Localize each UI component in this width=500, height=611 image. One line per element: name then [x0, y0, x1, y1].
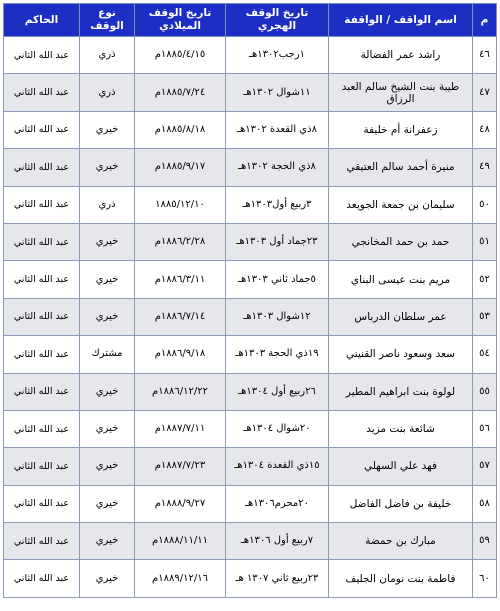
gregorian-date: ١٨٨٨/١١/١١م [135, 523, 226, 560]
hijri-date: ٣ربيع أول١٣٠٣هـ [226, 186, 329, 223]
endowment-type: خيري [80, 261, 135, 298]
endowment-type: مشترك [80, 336, 135, 373]
gregorian-date: ١٨٨٦/١٢/٢٢م [135, 373, 226, 410]
hijri-date: ٢٣ربيع ثاني ١٣٠٧ هـ [226, 560, 329, 597]
donor-name: سليمان بن جمعة الجويعد [329, 186, 473, 223]
ruler-name: عبد الله الثاني [4, 223, 80, 260]
gregorian-date: ١٨٨٥/٩/١٧م [135, 149, 226, 186]
donor-name: فاطمة بنت نومان الجليف [329, 560, 473, 597]
row-number: ٥٩ [473, 523, 497, 560]
endowment-type: خيري [80, 523, 135, 560]
endowment-type: خيري [80, 223, 135, 260]
row-number: ٤٨ [473, 111, 497, 148]
ruler-name: عبد الله الثاني [4, 560, 80, 597]
endowment-type: خيري [80, 410, 135, 447]
ruler-name: عبد الله الثاني [4, 523, 80, 560]
ruler-name: عبد الله الثاني [4, 186, 80, 223]
endowment-type: خيري [80, 373, 135, 410]
table-row [4, 336, 497, 373]
endowment-type: ذري [80, 37, 135, 74]
gregorian-date: ١٨٨٦/٧/١٤م [135, 298, 226, 335]
row-number: ٤٧ [473, 74, 497, 111]
hijri-date: ٧ربيع أول ١٣٠٦هـ [226, 523, 329, 560]
hijri-date: ١٩ذي الحجة ١٣٠٣هـ [226, 336, 329, 373]
ruler-name: عبد الله الثاني [4, 261, 80, 298]
ruler-name: عبد الله الثاني [4, 336, 80, 373]
endowment-type: ذري [80, 186, 135, 223]
hijri-date: ٥جماد ثاني ١٣٠٣هـ [226, 261, 329, 298]
row-number: ٥١ [473, 223, 497, 260]
donor-name: راشد عمر الفضالة [329, 37, 473, 74]
gregorian-date: ١٨٨٨/٩/٢٧م [135, 485, 226, 522]
ruler-name: عبد الله الثاني [4, 111, 80, 148]
hijri-date: ١٢شوال ١٣٠٣هـ [226, 298, 329, 335]
table-row [4, 373, 497, 410]
gregorian-date: ١٨٨٦/٩/١٨م [135, 336, 226, 373]
ruler-name: عبد الله الثاني [4, 485, 80, 522]
hijri-date: ٨ذي الحجة ١٣٠٢هـ [226, 149, 329, 186]
ruler-name: عبد الله الثاني [4, 74, 80, 111]
header-num: م [473, 4, 497, 37]
header-gregorian-date: تاريخ الوقف الميلادي [135, 4, 226, 37]
gregorian-date: ١٨٨٦/٣/١١م [135, 261, 226, 298]
header-name: اسم الواقف / الواقفة [329, 4, 473, 37]
row-number: ٥٠ [473, 186, 497, 223]
hijri-date: ٢٠شوال ١٣٠٤هـ [226, 410, 329, 447]
endowment-type: خيري [80, 111, 135, 148]
row-number: ٥٢ [473, 261, 497, 298]
table-row [4, 485, 497, 522]
table-row [4, 149, 497, 186]
endowment-type: خيري [80, 560, 135, 597]
header-hijri-date: تاريخ الوقف الهجري [226, 4, 329, 37]
gregorian-date: ١٨٨٩/١٢/١٦م [135, 560, 226, 597]
table-row [4, 223, 497, 260]
endowment-type: خيري [80, 485, 135, 522]
gregorian-date: ١٨٨٧/٧/١١م [135, 410, 226, 447]
ruler-name: عبد الله الثاني [4, 410, 80, 447]
table-header-row [4, 4, 497, 37]
table-row [4, 37, 497, 74]
row-number: ٥٧ [473, 448, 497, 485]
hijri-date: ١رجب١٣٠٢هـ [226, 37, 329, 74]
row-number: ٥٦ [473, 410, 497, 447]
row-number: ٤٦ [473, 37, 497, 74]
donor-name: زعفرانة أم خليفة [329, 111, 473, 148]
ruler-name: عبد الله الثاني [4, 37, 80, 74]
ruler-name: عبد الله الثاني [4, 149, 80, 186]
donor-name: فهد علي السهلي [329, 448, 473, 485]
endowments-table [3, 3, 497, 598]
gregorian-date: ١٨٨٥/٨/١٨م [135, 111, 226, 148]
gregorian-date: ١٨٨٥/٧/٢٤م [135, 74, 226, 111]
row-number: ٦٠ [473, 560, 497, 597]
endowment-type: ذري [80, 74, 135, 111]
donor-name: خليفة بن فاضل الفاضل [329, 485, 473, 522]
donor-name: مريم بنت عيسى البناي [329, 261, 473, 298]
donor-name: لولوة بنت ابراهيم المطير [329, 373, 473, 410]
hijri-date: ٨ذي القعدة ١٣٠٢هـ [226, 111, 329, 148]
row-number: ٥٣ [473, 298, 497, 335]
ruler-name: عبد الله الثاني [4, 373, 80, 410]
gregorian-date: ١٨٨٥/١٢/١٠ [135, 186, 226, 223]
donor-name: مبارك بن حمضة [329, 523, 473, 560]
hijri-date: ٢٠محرم١٣٠٦هـ [226, 485, 329, 522]
table-row [4, 111, 497, 148]
row-number: ٥٤ [473, 336, 497, 373]
header-ruler: الحاكم [4, 4, 80, 37]
ruler-name: عبد الله الثاني [4, 298, 80, 335]
table-row [4, 410, 497, 447]
table-row [4, 523, 497, 560]
gregorian-date: ١٨٨٥/٤/١٥م [135, 37, 226, 74]
gregorian-date: ١٨٨٧/٧/٢٣م [135, 448, 226, 485]
hijri-date: ١١شوال ١٣٠٢هـ [226, 74, 329, 111]
hijri-date: ١٥ذي القعدة ١٣٠٤هـ [226, 448, 329, 485]
donor-name: عمر سلطان الدرباس [329, 298, 473, 335]
table-row [4, 448, 497, 485]
table-row [4, 298, 497, 335]
donor-name: شائعة بنت مزيد [329, 410, 473, 447]
gregorian-date: ١٨٨٦/٢/٢٨م [135, 223, 226, 260]
table-row [4, 560, 497, 597]
donor-name: منيرة أحمد سالم العتيقي [329, 149, 473, 186]
hijri-date: ٢٣جماد أول ١٣٠٣هـ [226, 223, 329, 260]
table-row [4, 186, 497, 223]
row-number: ٥٨ [473, 485, 497, 522]
endowment-type: خيري [80, 298, 135, 335]
table-row [4, 74, 497, 111]
header-endowment-type: نوع الوقف [80, 4, 135, 37]
donor-name: حمد بن حمد المخانجي [329, 223, 473, 260]
table-row [4, 261, 497, 298]
endowment-type: خيري [80, 448, 135, 485]
donor-name: طيبة بنت الشيخ سالم العبد الرزاق [329, 74, 473, 111]
donor-name: سعد وسعود ناصر القنيني [329, 336, 473, 373]
row-number: ٤٩ [473, 149, 497, 186]
ruler-name: عبد الله الثاني [4, 448, 80, 485]
hijri-date: ٢٦ربيع أول ١٣٠٤هـ [226, 373, 329, 410]
endowment-type: خيري [80, 149, 135, 186]
row-number: ٥٥ [473, 373, 497, 410]
